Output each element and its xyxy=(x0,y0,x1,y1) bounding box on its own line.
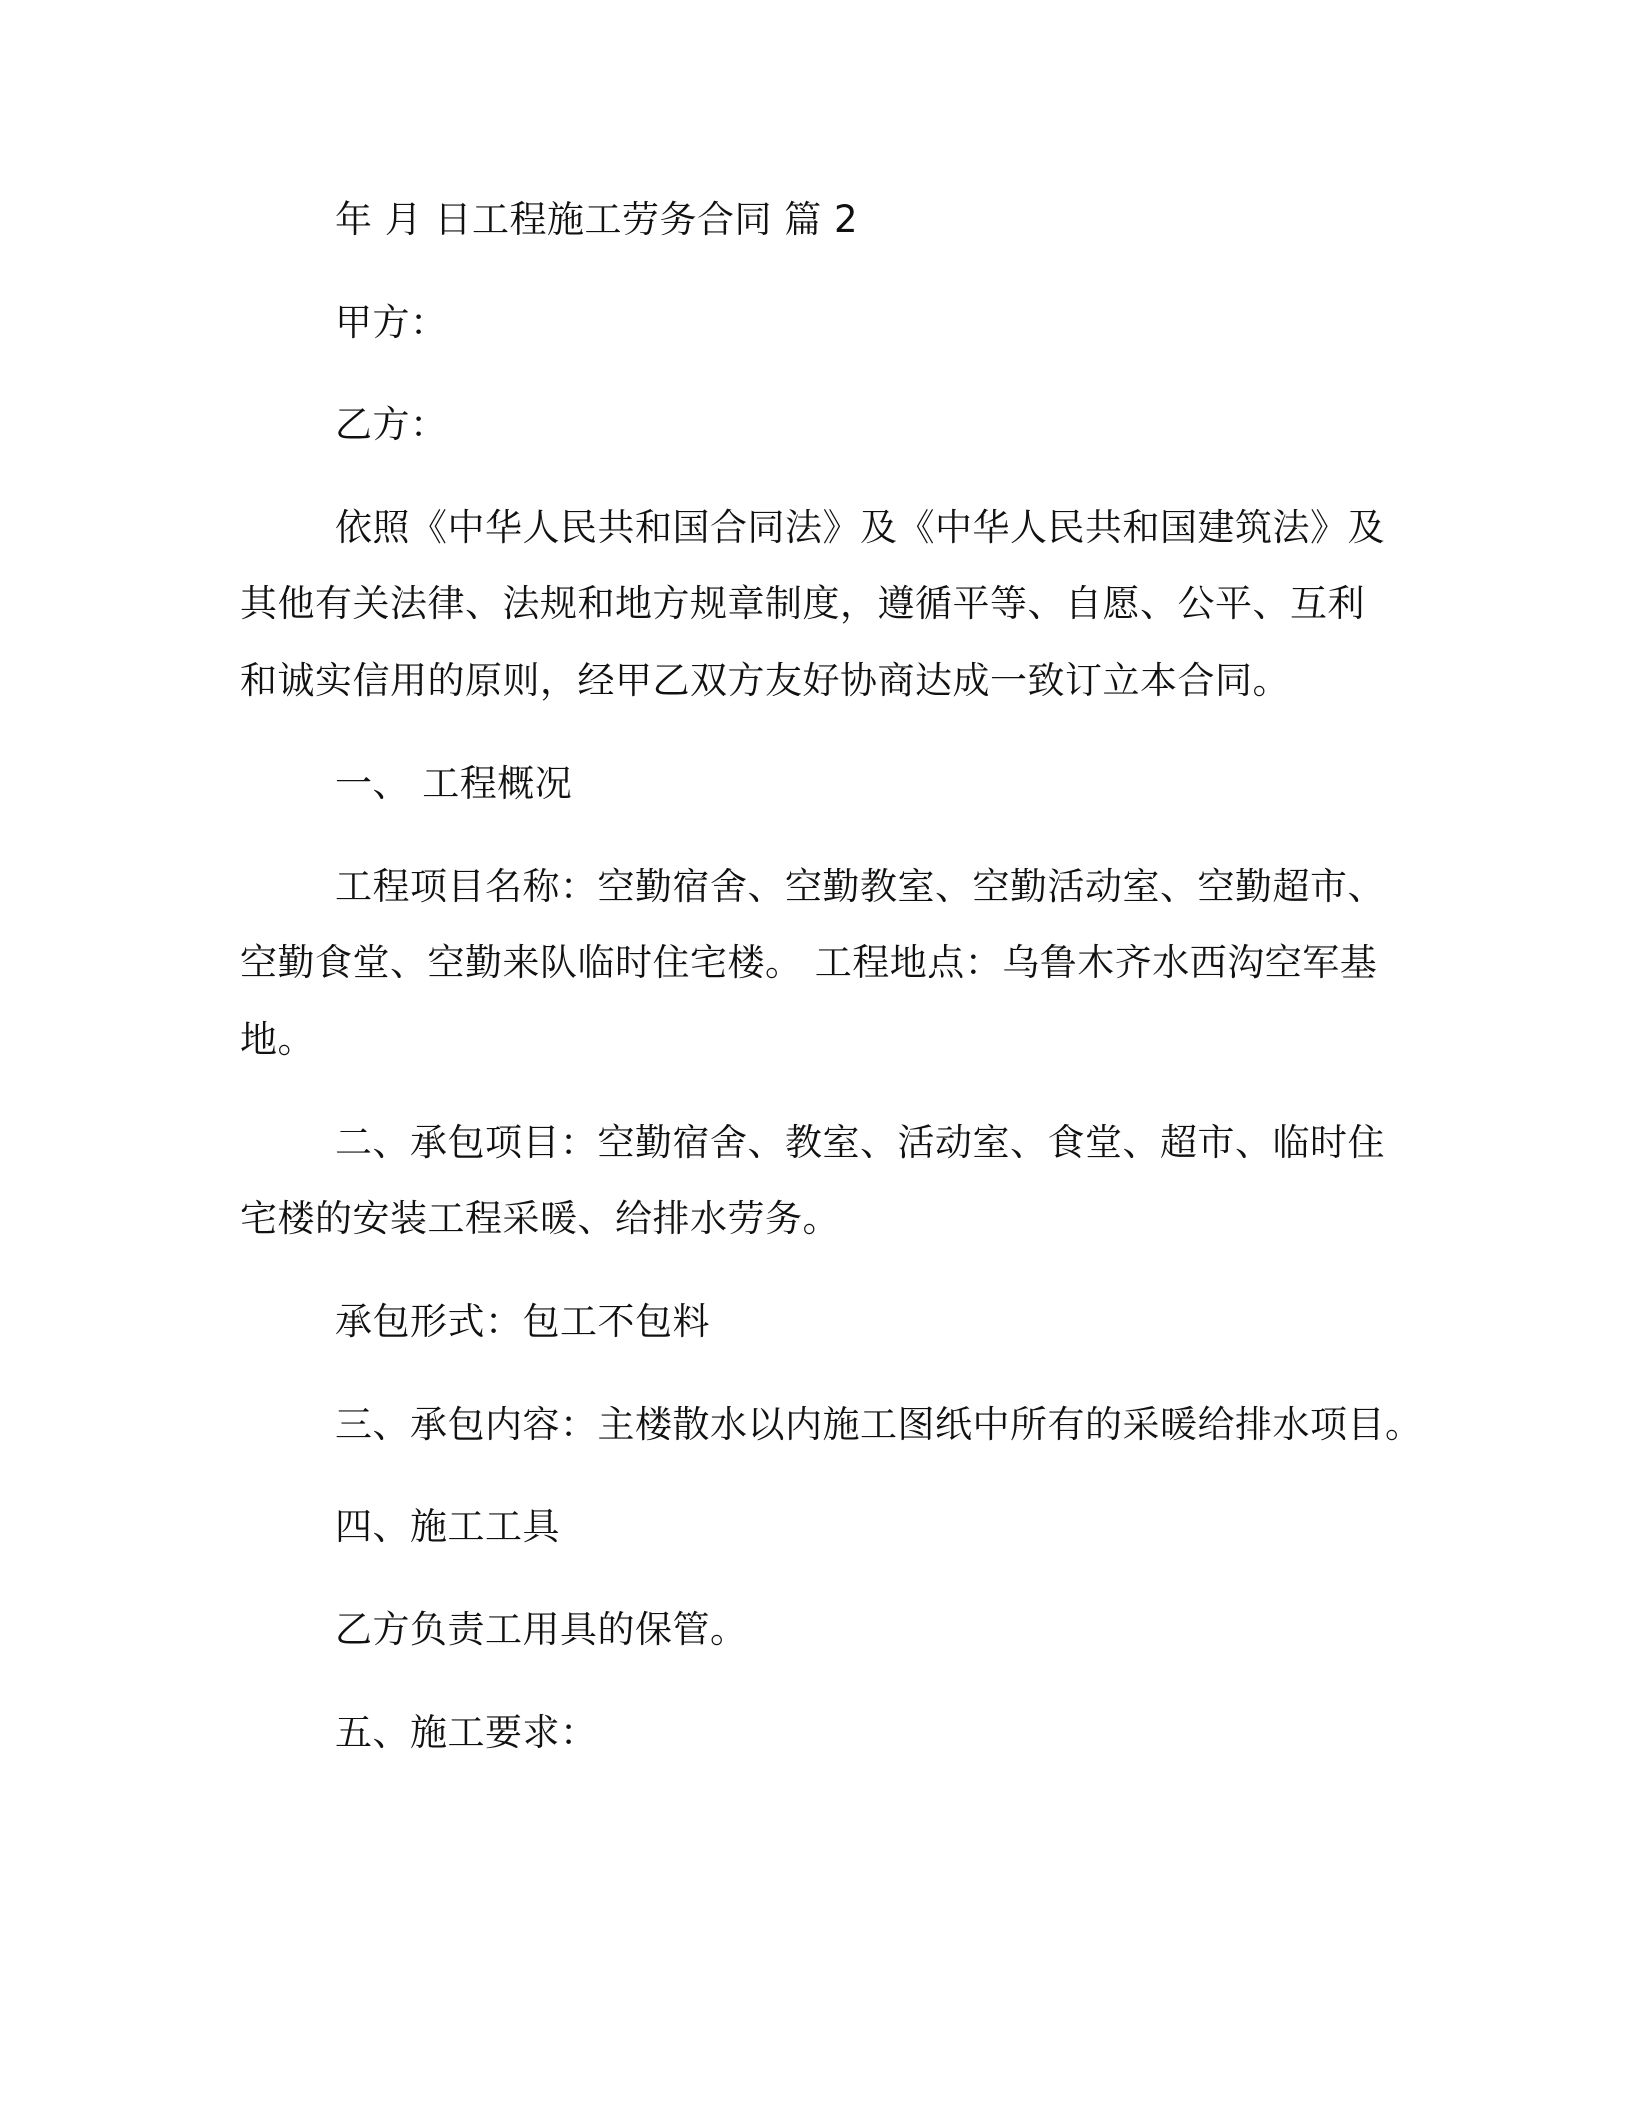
section-2-line-1: 二、承包项目：空勤宿舍、教室、活动室、食堂、超市、临时住 xyxy=(335,1121,1385,1164)
document-title: 年 月 日工程施工劳务合同 篇 2 xyxy=(335,198,859,241)
section-5-heading: 五、施工要求： xyxy=(335,1711,598,1754)
contract-form: 承包形式：包工不包料 xyxy=(335,1300,710,1343)
section-1-line-1: 工程项目名称：空勤宿舍、空勤教室、空勤活动室、空勤超市、 xyxy=(335,865,1385,908)
party-a-label: 甲方： xyxy=(335,301,448,344)
section-1-heading: 一、 工程概况 xyxy=(335,762,573,805)
intro-line-1: 依照《中华人民共和国合同法》及《中华人民共和国建筑法》及 xyxy=(335,506,1385,549)
section-3: 三、承包内容：主楼散水以内施工图纸中所有的采暖给排水项目。 xyxy=(335,1403,1423,1446)
party-b-label: 乙方： xyxy=(335,403,448,446)
section-2-line-2: 宅楼的安装工程采暖、给排水劳务。 xyxy=(240,1197,840,1240)
intro-line-2: 其他有关法律、法规和地方规章制度，遵循平等、自愿、公平、互利 xyxy=(240,582,1365,625)
section-1-line-2: 空勤食堂、空勤来队临时住宅楼。 工程地点：乌鲁木齐水西沟空军基 xyxy=(240,941,1378,984)
intro-line-3: 和诚实信用的原则，经甲乙双方友好协商达成一致订立本合同。 xyxy=(240,659,1290,702)
section-4-body: 乙方负责工用具的保管。 xyxy=(335,1608,748,1651)
section-4-heading: 四、施工工具 xyxy=(335,1505,560,1548)
section-1-line-3: 地。 xyxy=(240,1018,315,1061)
